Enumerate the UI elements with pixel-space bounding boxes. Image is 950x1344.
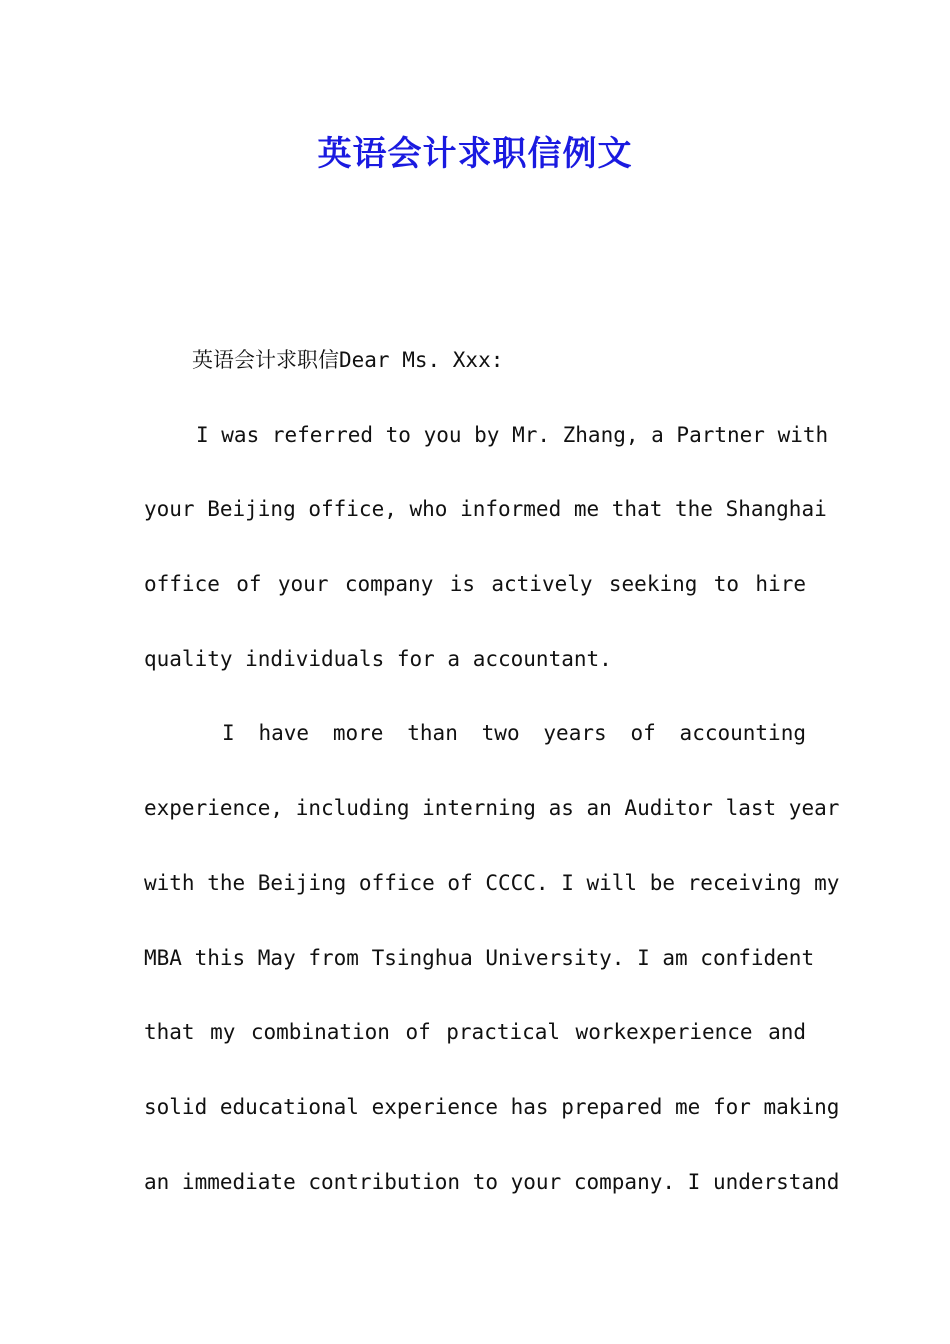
paragraph-line: an immediate contribution to your company. I understand [144, 1169, 840, 1194]
letter-body [144, 340, 840, 1236]
document-title: 英语会计求职信例文 [317, 134, 633, 174]
paragraph-1 [144, 415, 829, 714]
letter-greeting: 英语会计求职信Dear Ms. Xxx: [192, 348, 504, 372]
paragraph-line: with the Beijing office of CCCC. I will be receiving my [144, 870, 840, 895]
paragraph-line: solid educational experience has prepared me for making [144, 1094, 840, 1119]
paragraph-line: office of your company is actively seeking to hire [144, 572, 806, 597]
paragraph-line: I have more than two years of accounting [222, 721, 806, 746]
paragraph-line: that my combination of practical workexperience and [144, 1020, 806, 1045]
paragraph-line: quality individuals for a accountant. [144, 646, 612, 671]
paragraph-2 [144, 713, 840, 1236]
paragraph-line: MBA this May from Tsinghua University. I am confident [144, 945, 815, 970]
paragraph-line: experience, including interning as an Auditor last year [144, 796, 840, 821]
paragraph-line: your Beijing office, who informed me that the Shanghai [144, 497, 827, 522]
paragraph-line: I was referred to you by Mr. Zhang, a Partner with [196, 422, 829, 447]
